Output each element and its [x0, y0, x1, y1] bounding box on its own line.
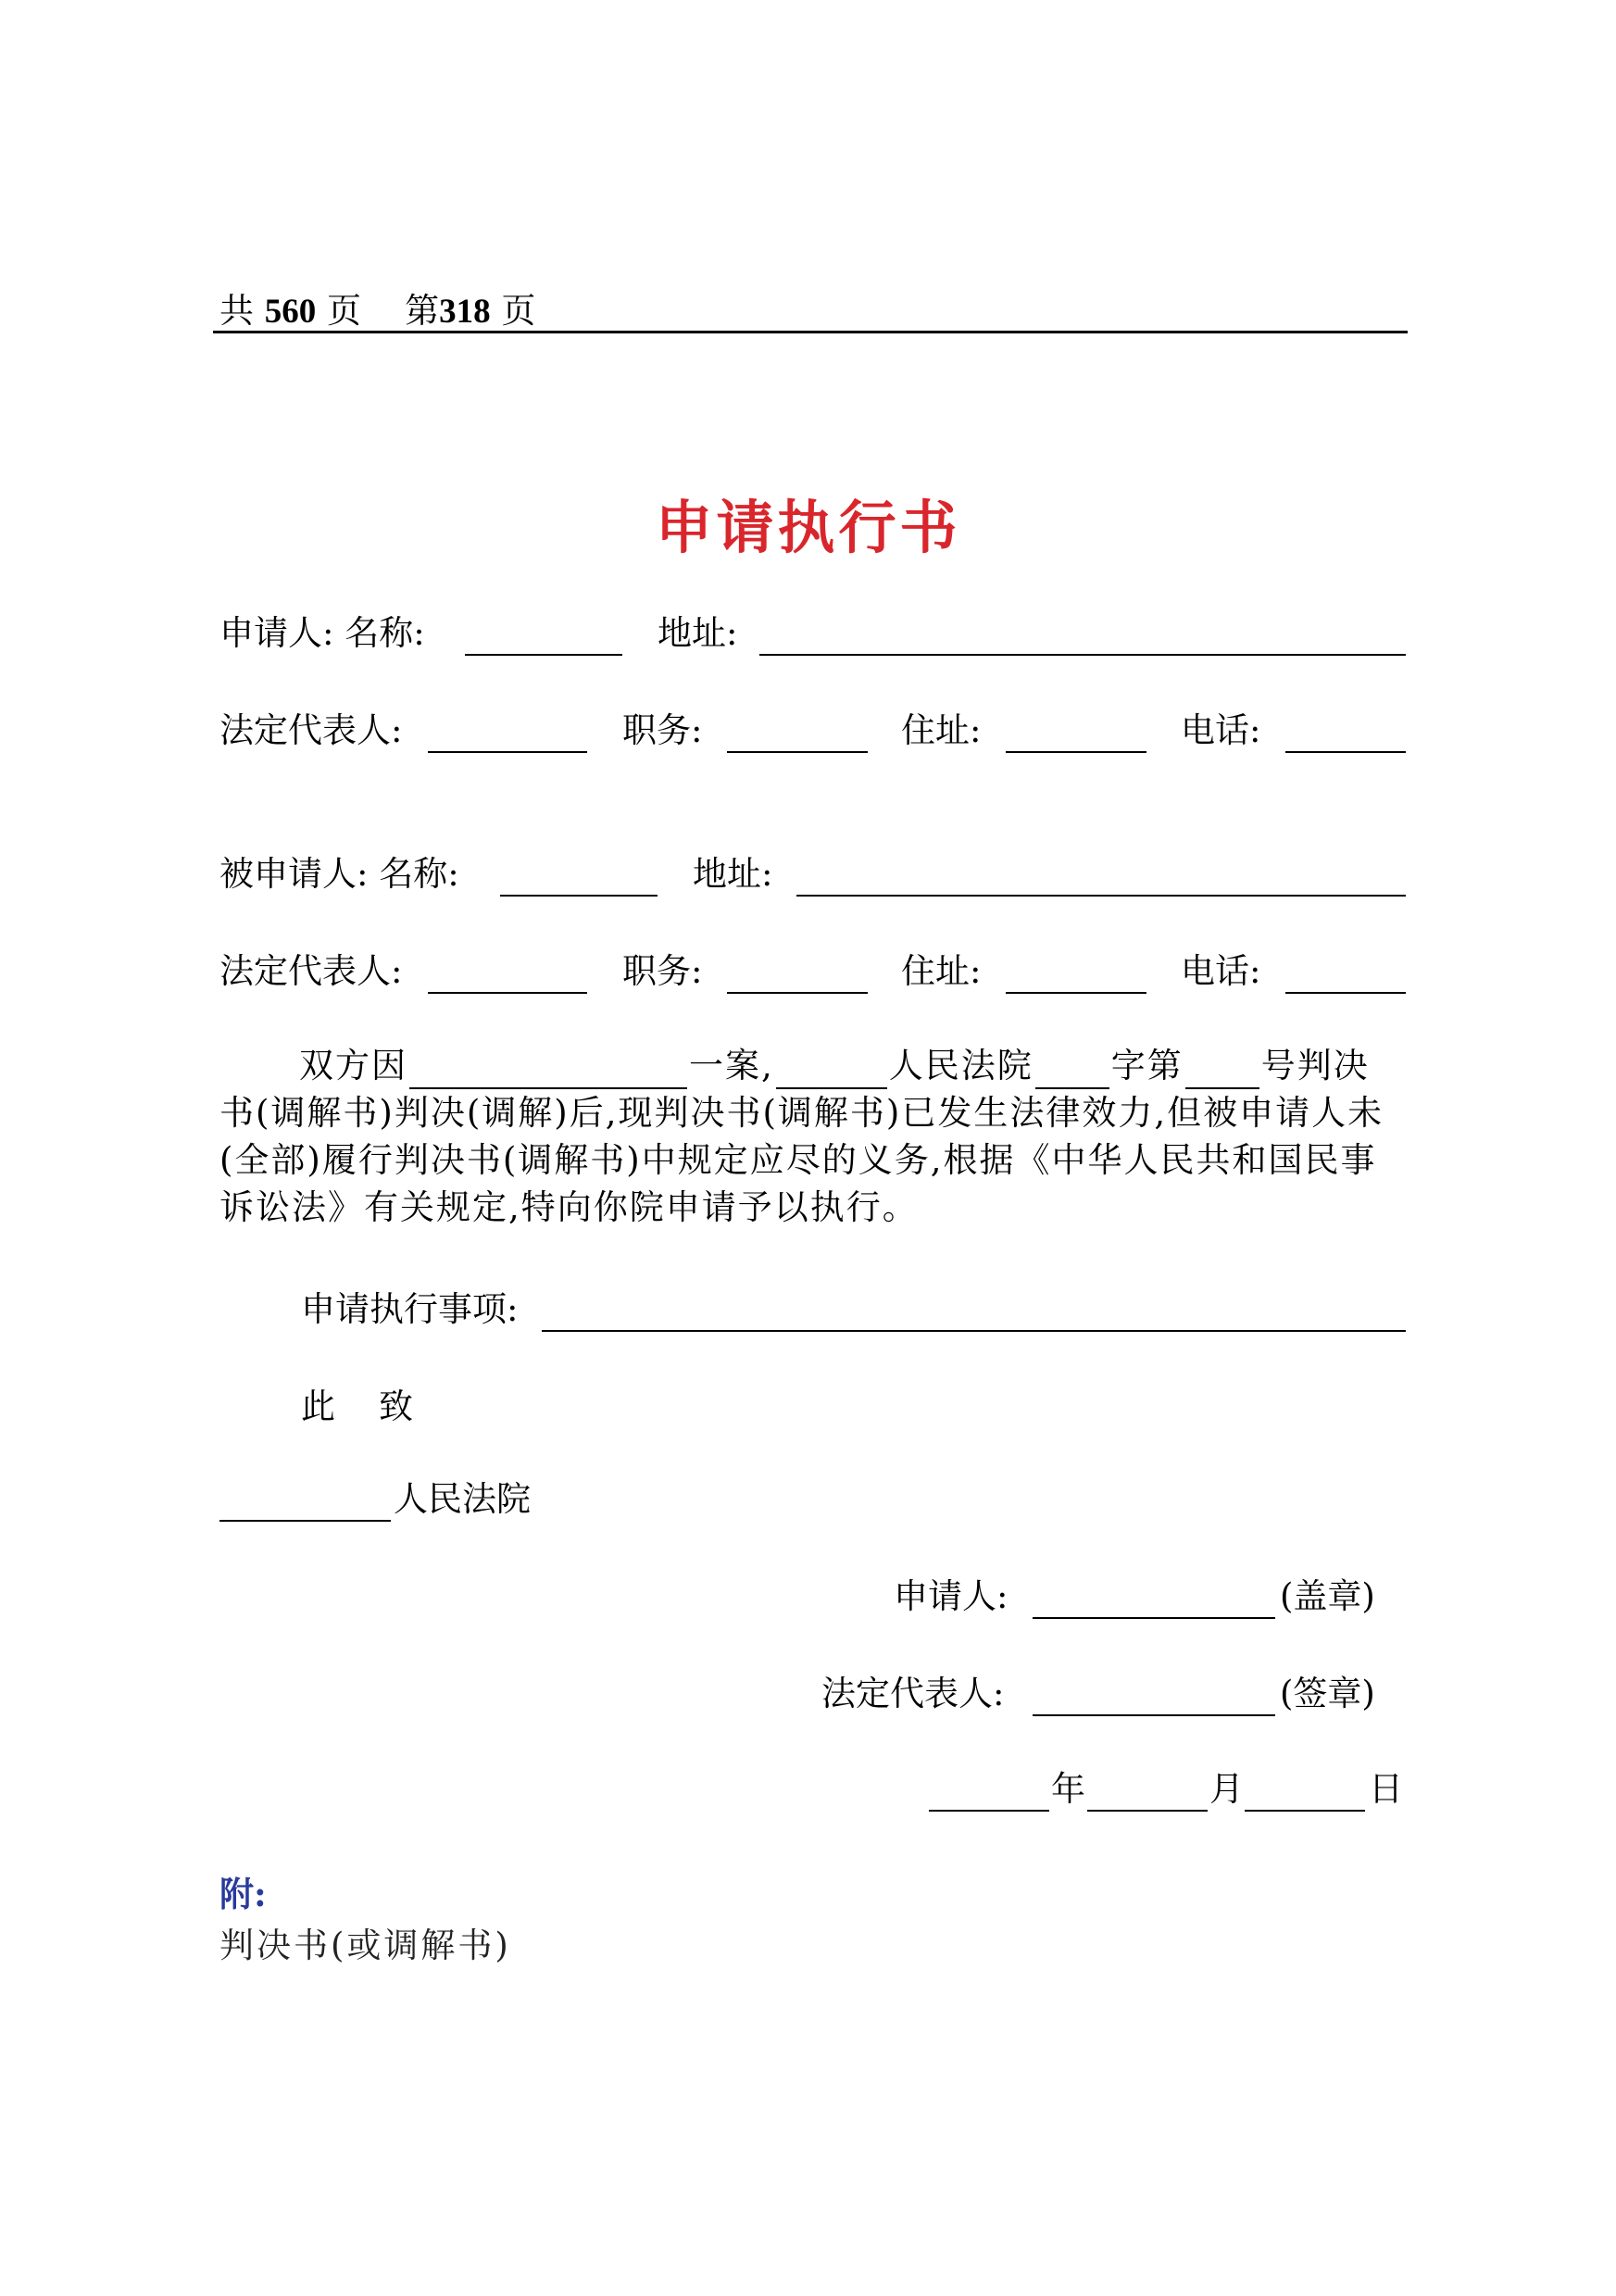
respondent-name-field[interactable] [500, 861, 658, 897]
body-text-1: 双方因 [299, 1046, 407, 1085]
date-day-field[interactable] [1245, 1776, 1365, 1812]
body-text-2: 一案, [689, 1046, 774, 1085]
applicant-position-label: 职务: [622, 710, 703, 750]
sign-note: (签章) [1280, 1674, 1375, 1713]
respondent-label: 被申请人: [219, 854, 369, 894]
page-counter [219, 282, 535, 332]
respondent-position-label: 职务: [622, 951, 703, 991]
applicant-phone-field[interactable] [1285, 718, 1406, 753]
respondent-name-label: 名称: [379, 854, 459, 894]
attachment-label: 附: [219, 1874, 267, 1914]
body-paragraph [219, 1042, 1403, 1231]
matters-label: 申请执行事项: [301, 1289, 519, 1329]
current-suffix: 页 [501, 291, 536, 331]
respondent-rep-label: 法定代表人: [219, 951, 403, 991]
body-text-5: 号判决书(调解书)判决(调解)后,现判决书(调解书)已发生法律效力,但被申请人未(全部)履行判决书(调解书)中规定应尽的义务,根据《中华人民共和国民事诉讼法》有关规定,特向你院申请予以执行。 [219, 1046, 1384, 1227]
applicant-phone-label: 电话: [1181, 710, 1261, 750]
date-month-label: 月 [1209, 1769, 1244, 1809]
case-word-field[interactable] [1035, 1054, 1109, 1089]
case-cause-field[interactable] [409, 1054, 687, 1089]
respondent-position-field[interactable] [727, 959, 868, 994]
date-month-field[interactable] [1087, 1776, 1208, 1812]
body-text-3: 人民法院 [888, 1046, 1033, 1085]
applicant-name-field[interactable] [465, 621, 622, 656]
applicant-rep-field[interactable] [428, 718, 587, 753]
respondent-address-field[interactable] [796, 861, 1406, 897]
date-day-label: 日 [1369, 1769, 1403, 1809]
respondent-residence-label: 住址: [901, 951, 982, 991]
total-pages: 560 [264, 293, 317, 331]
applicant-name-row [219, 611, 425, 656]
recipient-court-field[interactable] [219, 1487, 391, 1522]
sign-applicant-field[interactable] [1033, 1584, 1275, 1619]
respondent-phone-field[interactable] [1285, 959, 1406, 994]
respondent-address-label: 地址: [693, 854, 773, 894]
applicant-position-field[interactable] [727, 718, 868, 753]
header-divider [213, 331, 1408, 333]
respondent-name-row [219, 852, 459, 897]
sign-applicant-label: 申请人: [894, 1576, 1008, 1616]
applicant-label: 申请人: [219, 613, 334, 653]
respondent-rep-field[interactable] [428, 959, 587, 994]
applicant-residence-label: 住址: [901, 710, 982, 750]
total-suffix: 页 [327, 291, 362, 331]
case-number-field[interactable] [1185, 1054, 1259, 1089]
applicant-address-label: 地址: [658, 613, 738, 653]
body-text-4: 字第 [1110, 1046, 1184, 1085]
applicant-residence-field[interactable] [1006, 718, 1146, 753]
current-page: 318 [439, 293, 491, 331]
applicant-name-label: 名称: [344, 613, 425, 653]
date-year-field[interactable] [929, 1776, 1049, 1812]
date-year-label: 年 [1051, 1769, 1085, 1809]
document-title: 申请执行书 [655, 494, 961, 561]
court-name-field[interactable] [776, 1054, 887, 1089]
applicant-address-field[interactable] [759, 621, 1406, 656]
sign-rep-label: 法定代表人: [821, 1674, 1005, 1713]
current-prefix: 第 [405, 291, 440, 331]
attachment-item: 判决书(或调解书) [219, 1926, 511, 1965]
respondent-residence-field[interactable] [1006, 959, 1146, 994]
total-prefix: 共 [219, 291, 254, 331]
matters-field[interactable] [542, 1297, 1406, 1332]
salutation: 此 致 [301, 1386, 414, 1426]
respondent-phone-label: 电话: [1181, 951, 1261, 991]
seal-note: (盖章) [1280, 1576, 1375, 1616]
recipient-court-suffix: 人民法院 [394, 1479, 531, 1519]
applicant-rep-label: 法定代表人: [219, 710, 403, 750]
sign-rep-field[interactable] [1033, 1681, 1275, 1716]
